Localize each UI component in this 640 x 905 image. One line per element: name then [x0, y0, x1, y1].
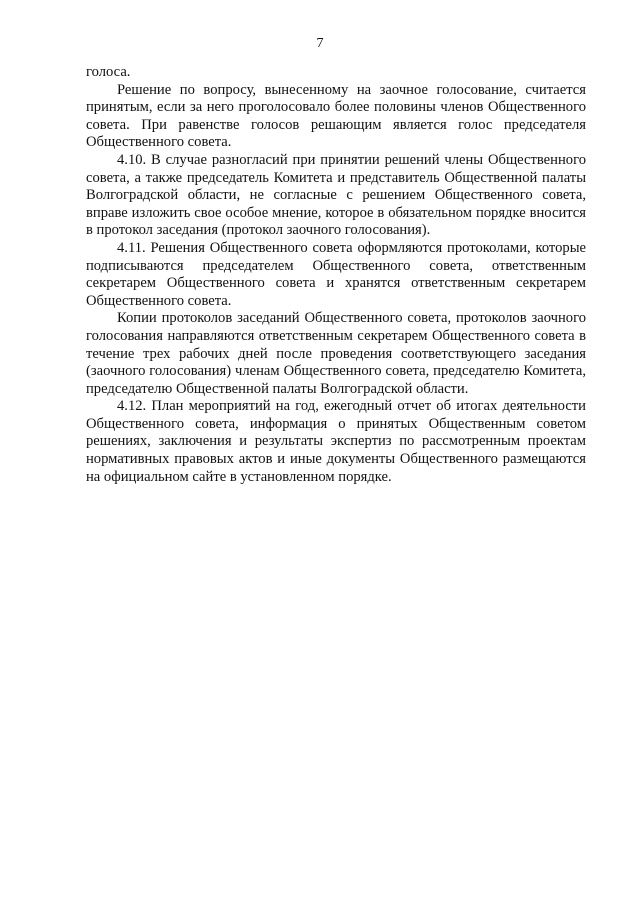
paragraph-4-12: 4.12. План мероприятий на год, ежегодный отчет об итогах деятельности Общественного совета, информация о принятых Общественным советом решениях, заключения и результаты экспертиз по рассмотренным проектам нормативных правовых актов и иные документы Общественного размещаются на официальном сайте в установленном порядке.: [86, 398, 586, 485]
paragraph-4-10: 4.10. В случае разногласий при принятии решений члены Общественного совета, а также председатель Комитета и представитель Общественной палаты Волгоградской области, не согласные с решением Общественного совета, вправе изложить свое особое мнение, которое в обязательном порядке вносится в протокол заседания (протокол заочного голосования).: [86, 151, 586, 239]
paragraph-4-11: 4.11. Решения Общественного совета оформляются протоколами, которые подписываются председателем Общественного совета, ответственным секретарем Общественного совета и хранятся ответственным секретарем Общественного совета.: [86, 239, 586, 309]
paragraph-continuation: голоса.: [86, 64, 131, 80]
page-number: 7: [316, 36, 324, 51]
paragraph-voting-decision: Решение по вопросу, вынесенному на заочное голосование, считается принятым, если за него проголосовало более половины членов Общественного совета. При равенстве голосов решающим является голос председателя Общественного совета.: [86, 81, 586, 151]
paragraph-protocol-copies: Копии протоколов заседаний Общественного совета, протоколов заочного голосования направляются ответственным секретарем Общественного совета в течение трех рабочих дней после проведения соответствующего заседания (заочного голосования) членам Общественного совета, председателю Комитета, председателю Общественной палаты Волгоградской области.: [86, 310, 586, 397]
document-body: [86, 64, 586, 486]
